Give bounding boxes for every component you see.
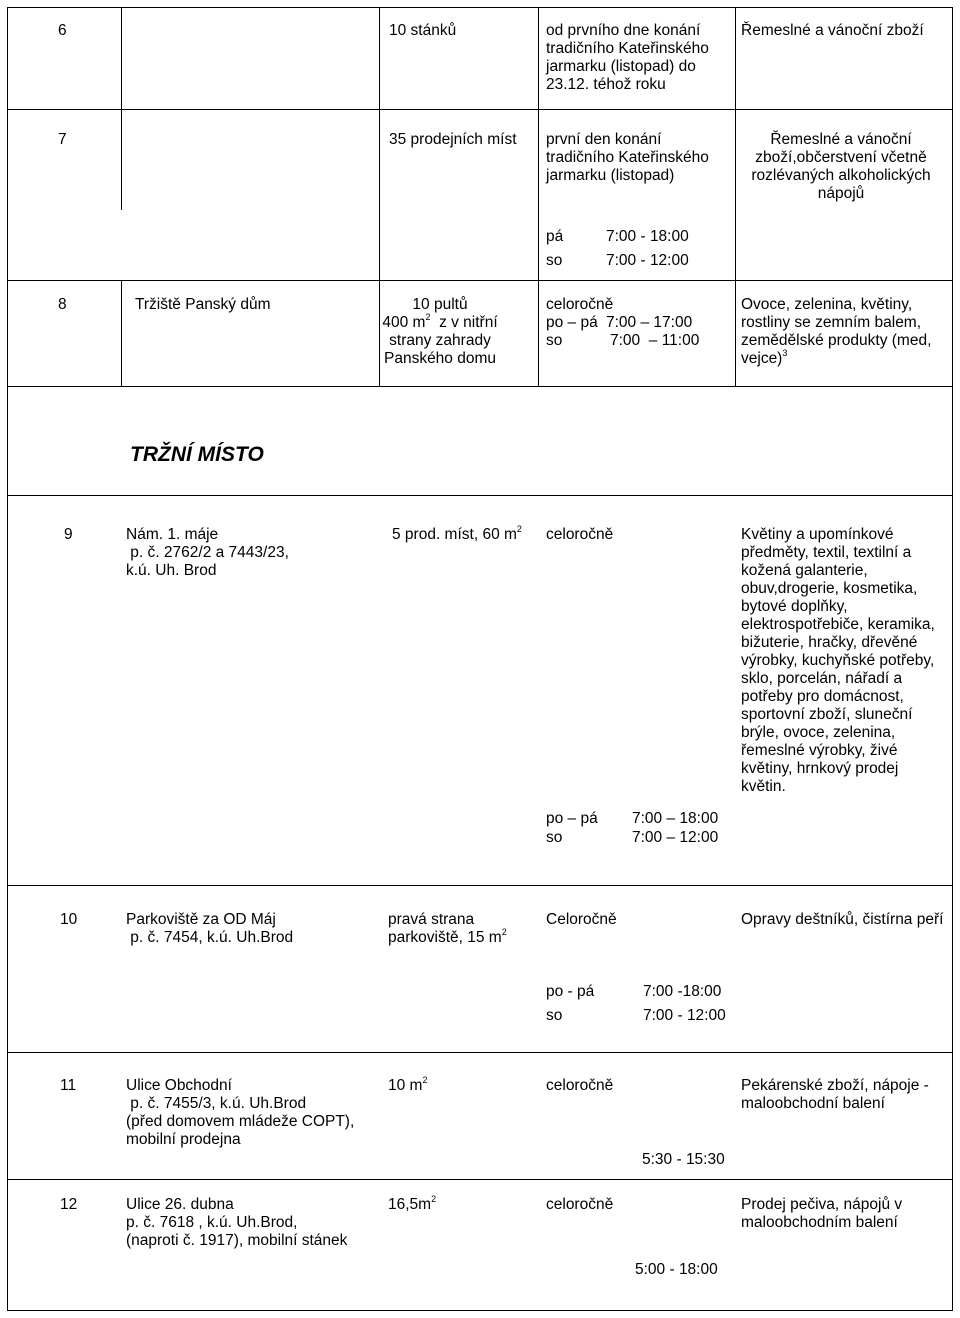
capacity-cell: 10 $m^2$ xyxy=(388,1075,428,1094)
goods-cell xyxy=(741,1077,929,1113)
row-divider xyxy=(7,1179,953,1180)
row-number: 10 xyxy=(60,911,78,928)
capacity-cell: $16,5m^2$ xyxy=(388,1194,437,1213)
time-line: jarmarku (listopad) do xyxy=(546,58,696,75)
place-line: (před domovem mládeže COPT), xyxy=(126,1113,355,1130)
section-heading: TRŽNÍ MÍSTO xyxy=(130,443,264,466)
goods-line: zemědělské produkty (med, xyxy=(741,332,932,349)
capacity-cell: 5 prod. míst, 60 $m^2$ xyxy=(392,524,522,543)
row-divider xyxy=(7,495,953,496)
time-line: 23.12. téhož roku xyxy=(546,76,666,93)
time-line: první den konání xyxy=(546,131,662,148)
row-divider xyxy=(7,885,953,886)
time-line: jarmarku (listopad) xyxy=(546,167,675,184)
goods-line: obuv,drogerie, kosmetika, xyxy=(741,580,918,597)
goods-line: kožená galanterie, xyxy=(741,562,868,579)
goods-line: Ovoce, zelenina, květiny, xyxy=(741,296,913,313)
goods-line: rozlévaných alkoholických xyxy=(751,167,931,184)
goods-line: potřeby pro domácnost, xyxy=(741,688,904,705)
capacity-line: 10 pultů xyxy=(412,296,468,313)
hours-time: 7:00 - 18:00 xyxy=(606,228,689,245)
place-line: Parkoviště za OD Máj xyxy=(126,911,276,928)
place-cell: Tržiště Panský dům xyxy=(135,296,271,313)
capacity-line: pravá strana xyxy=(388,911,475,928)
time-cell: celoročně xyxy=(546,526,614,543)
goods-line: rostliny se zemním balem, xyxy=(741,314,922,331)
hours-time: 7:00 -18:00 xyxy=(643,983,722,1000)
column-divider xyxy=(121,7,122,210)
table-right-border xyxy=(952,7,953,1311)
time-line: tradičního Kateřinského xyxy=(546,149,709,166)
hours-day: so xyxy=(546,829,563,846)
goods-line: květiny, hrnkový prodej xyxy=(741,760,899,777)
time-cell: celoročně xyxy=(546,1196,614,1213)
row-divider xyxy=(7,386,953,387)
goods-line: Řemeslné a vánoční xyxy=(770,131,912,148)
capacity-line: Panského domu xyxy=(383,350,497,367)
capacity-line: parkoviště, 15 $m^2$ xyxy=(388,927,507,946)
row-number: 7 xyxy=(58,131,67,148)
column-divider xyxy=(538,7,539,387)
place-line: k.ú. Uh. Brod xyxy=(126,562,217,579)
time-line: so 7:00 – 11:00 xyxy=(546,332,700,349)
place-cell xyxy=(126,1077,354,1149)
hours-time: 7:00 - 12:00 xyxy=(643,1007,726,1024)
hours-day: po - pá xyxy=(546,983,595,1000)
goods-line: výrobky, kuchyňské potřeby, xyxy=(741,652,935,669)
goods-line: Pekárenské zboží, nápoje - xyxy=(741,1077,929,1094)
goods-cell xyxy=(741,296,931,368)
goods-line: nápojů xyxy=(817,185,865,202)
goods-line: maloobchodním balení xyxy=(741,1214,898,1231)
time-cell: Celoročně xyxy=(546,911,617,928)
time-line: tradičního Kateřinského xyxy=(546,40,709,57)
time-cell xyxy=(546,22,709,94)
goods-line: sklo, porcelán, nářadí a xyxy=(741,670,903,687)
capacity-line: strany zahrady xyxy=(389,332,491,349)
goods-cell: Opravy deštníků, čistírna peří xyxy=(741,911,944,928)
time-line: celoročně xyxy=(546,296,614,313)
row-number: 9 xyxy=(64,526,73,543)
time-cell xyxy=(546,296,699,350)
goods-cell xyxy=(741,526,935,796)
row-number: 11 xyxy=(60,1077,77,1094)
goods-cell xyxy=(741,1196,902,1232)
column-divider xyxy=(735,7,736,387)
place-cell xyxy=(126,911,293,947)
place-line: p. č. 7454, k.ú. Uh.Brod xyxy=(126,929,294,946)
place-line: Nám. 1. máje xyxy=(126,526,219,543)
row-divider xyxy=(7,109,953,110)
column-divider xyxy=(121,280,122,387)
hours-day: so xyxy=(546,252,563,269)
goods-line: elektrospotřebiče, keramika, xyxy=(741,616,935,633)
time-cell: celoročně xyxy=(546,1077,614,1094)
hours-time: 7:00 - 12:00 xyxy=(606,252,689,269)
hours-time: 5:00 - 18:00 xyxy=(635,1261,718,1278)
capacity-line: 400 $m^2$ z v nitřní xyxy=(382,312,498,331)
goods-line: Květiny a upomínkové xyxy=(741,526,894,543)
capacity-cell: 35 prodejních míst xyxy=(389,131,517,148)
table-left-border xyxy=(7,7,8,1311)
hours-time: 7:00 – 12:00 xyxy=(632,829,719,846)
hours-day: so xyxy=(546,1007,563,1024)
goods-line: sportovní zboží, sluneční xyxy=(741,706,913,723)
place-cell xyxy=(126,526,289,580)
goods-line: předměty, textil, textilní a xyxy=(741,544,912,561)
row-number: 8 xyxy=(58,296,67,313)
goods-line: Prodej pečiva, nápojů v xyxy=(741,1196,903,1213)
goods-line: bižuterie, hračky, dřevěné xyxy=(741,634,918,651)
time-line: od prvního dne konání xyxy=(546,22,701,39)
hours-time: 5:30 - 15:30 xyxy=(642,1151,725,1168)
goods-cell xyxy=(741,131,941,203)
row-number: 12 xyxy=(60,1196,78,1213)
place-line: p. č. 7455/3, k.ú. Uh.Brod xyxy=(126,1095,307,1112)
place-cell xyxy=(126,1196,347,1250)
place-line: mobilní prodejna xyxy=(126,1131,241,1148)
goods-line: řemeslné výrobky, živé xyxy=(741,742,898,759)
goods-cell: Řemeslné a vánoční zboží xyxy=(741,22,924,39)
time-cell xyxy=(534,131,714,185)
goods-line: zboží,občerstvení včetně xyxy=(755,149,927,166)
table-bottom-border xyxy=(7,1310,953,1311)
place-line: p. č. 2762/2 a 7443/23, xyxy=(126,544,289,561)
table-top-border xyxy=(7,7,953,8)
capacity-cell: 10 stánků xyxy=(389,22,457,39)
row-number: 6 xyxy=(58,22,67,39)
place-line: (naproti č. 1917), mobilní stánek xyxy=(126,1232,348,1249)
row-divider xyxy=(7,280,953,281)
row-divider xyxy=(7,1052,953,1053)
time-line: po – pá 7:00 – 17:00 xyxy=(546,314,693,331)
goods-line: maloobchodní balení xyxy=(741,1095,885,1112)
place-line: Ulice 26. dubna xyxy=(126,1196,234,1213)
place-line: Ulice Obchodní xyxy=(126,1077,232,1094)
place-line: p. č. 7618 , k.ú. Uh.Brod, xyxy=(126,1214,298,1231)
hours-day: pá xyxy=(546,228,564,245)
hours-time: 7:00 – 18:00 xyxy=(632,810,719,827)
capacity-cell xyxy=(388,911,507,947)
goods-line: bytové doplňky, xyxy=(741,598,848,615)
hours-day: po – pá xyxy=(546,810,598,827)
capacity-cell xyxy=(365,296,515,368)
goods-line: vejce)$^3$ xyxy=(741,348,788,367)
goods-line: květin. xyxy=(741,778,786,795)
goods-line: brýle, ovoce, zelenina, xyxy=(741,724,896,741)
